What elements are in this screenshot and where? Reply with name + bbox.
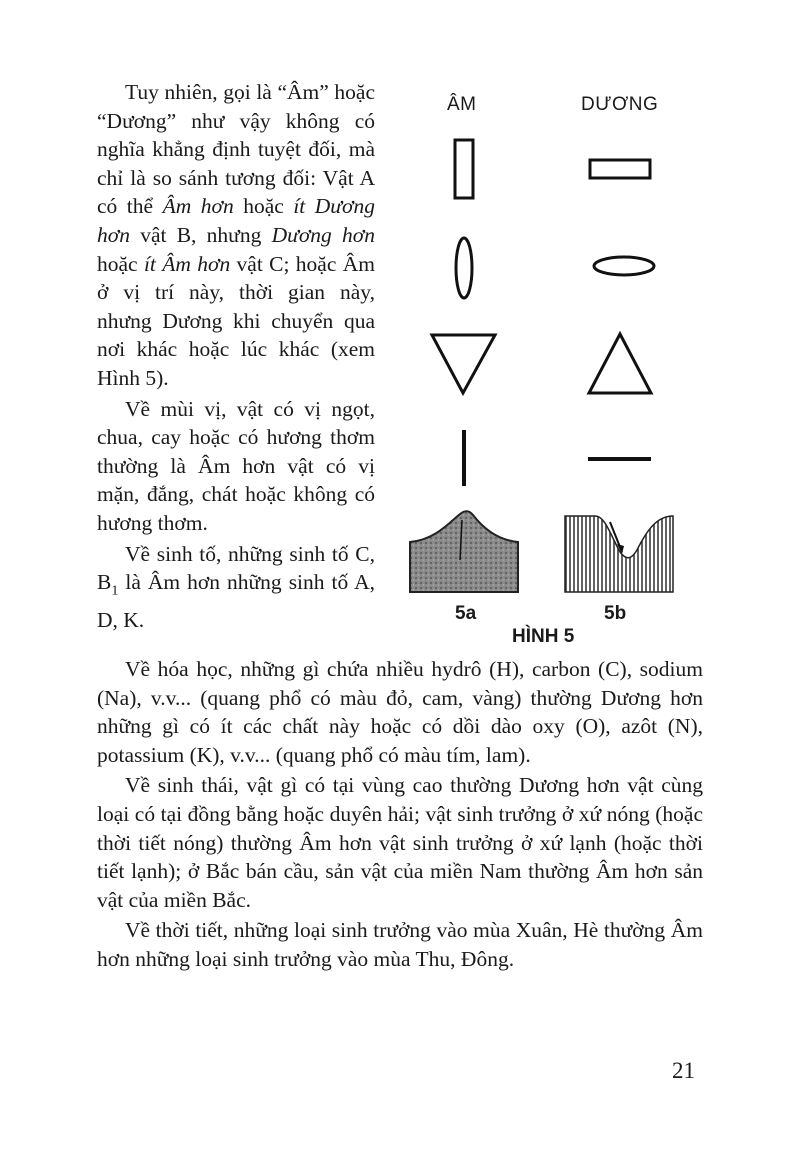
- down-triangle: [432, 335, 495, 393]
- text-run: hoặc: [233, 194, 294, 219]
- text-full-width: [97, 655, 703, 974]
- italic-phrase: ít Âm hơn: [143, 251, 231, 276]
- vitamin-subscript: 1: [111, 583, 119, 599]
- italic-phrase: ít Dương hơn: [97, 194, 375, 247]
- paragraph-weather: Về thời tiết, những loại sinh trưởng vào mùa Xuân, Hè thường Âm hơn những loại sinh trưởng vào mùa Thu, Đông.: [97, 918, 703, 971]
- paragraph-relativity: [97, 78, 375, 393]
- am-heading: ÂM: [447, 94, 477, 115]
- text-run: Tuy nhiên, gọi là “Âm” hoặc “Dương” như vậy không có nghĩa khẳng định tuyệt đối, mà chỉ là so sánh tương đối: Vật A có thể: [97, 80, 375, 219]
- vitamins-text-end: là Âm hơn những sinh tố A, D, K.: [97, 570, 375, 632]
- vitamins-text-start: Về sinh tố, những sinh tố C, B: [97, 541, 375, 595]
- label-5b: 5b: [604, 603, 627, 624]
- text-column: [97, 78, 375, 635]
- yin-yang-shapes: [405, 82, 695, 652]
- horizontal-rectangle: [590, 160, 650, 178]
- mound-illustration: [410, 511, 518, 592]
- text-run: vật C; hoặc Âm ở vị trí này, thời gian này, nhưng Dương khi chuyển qua nơi khác hoặc lúc khác (xem Hình 5).: [97, 251, 375, 390]
- paragraph-vitamins: [97, 540, 375, 635]
- vertical-oval: [456, 238, 472, 298]
- duong-heading: DƯƠNG: [581, 94, 659, 115]
- italic-phrase: Âm hơn: [162, 194, 234, 219]
- vertical-rectangle: [455, 140, 473, 198]
- text-run: hoặc: [97, 251, 144, 276]
- horizontal-oval: [594, 257, 654, 275]
- up-triangle: [589, 334, 651, 393]
- figure-5: [405, 82, 695, 652]
- paragraph-ecology: Về sinh thái, vật gì có tại vùng cao thường Dương hơn vật cùng loại có tại đồng bằng hoặc duyên hải; vật sinh trưởng ở xứ nóng (hoặc thời tiết nóng) thường Âm hơn vật sinh trưởng ở xứ lạnh (hoặc thời tiết lạnh); ở Bắc bán cầu, sản vật của miền Nam thường Âm hơn sản vật của miền Bắc.: [97, 773, 703, 912]
- text-run: vật B, nhưng: [129, 222, 272, 247]
- italic-phrase: Dương hơn: [271, 222, 375, 247]
- paragraph-taste: Về mùi vị, vật có vị ngọt, chua, cay hoặc có hương thơm thường là Âm hơn vật có vị mặn, đắng, chát hoặc không có hương thơm.: [97, 396, 375, 535]
- figure-caption: HÌNH 5: [512, 626, 575, 647]
- paragraph-chemistry: Về hóa học, những gì chứa nhiều hydrô (H), carbon (C), sodium (Na), v.v... (quang phổ có màu đỏ, cam, vàng) thường Dương hơn những gì có ít các chất này hoặc có dồi dào oxy (O), azôt (N), potassium (K), v.v... (quang phổ có màu tím, lam).: [97, 657, 703, 767]
- page-number: 21: [672, 1058, 695, 1083]
- valley-illustration: [565, 516, 673, 592]
- label-5a: 5a: [455, 603, 477, 624]
